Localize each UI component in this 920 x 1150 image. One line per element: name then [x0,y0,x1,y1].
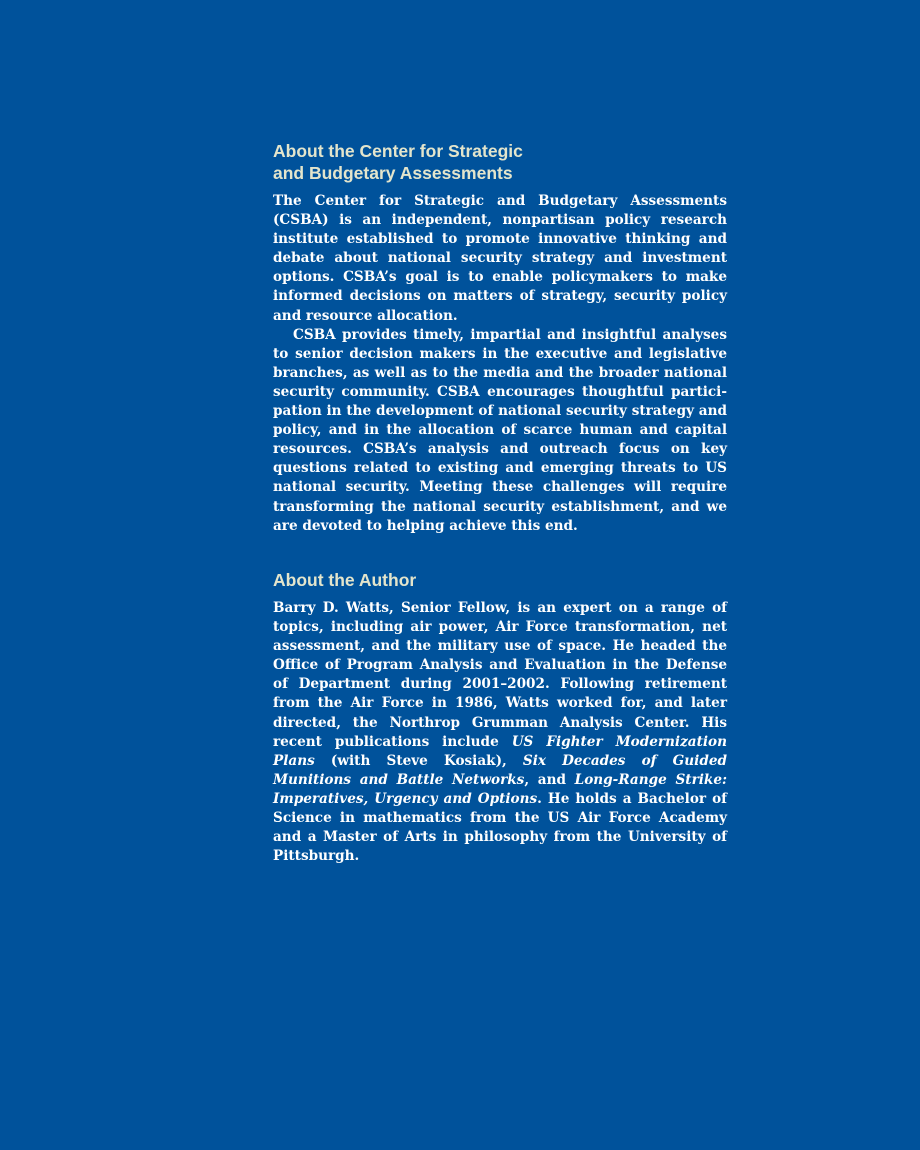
publication-title-2: Six Decades of Guided Munitions and Battle Networks [273,752,727,788]
about-csba-paragraph-1: The Center for Strategic and Budgetary Assessments (CSBA) is an independent, nonpartisan policy research institute established to promote innovative thinking and debate about national security strategy and investment options. CSBA’s goal is to enable policymakers to make informed decisions on matters of strategy, security policy and resource allocation. [273,193,727,324]
publication-title-3: Long-Range Strike: Imperatives, Urgency and Options [273,771,727,807]
author-bio-outro: . He holds a Bachelor of Science in mathematics from the US Air Force Academy and a Master of Arts in philosophy from the University of Pittsburgh. [273,790,727,865]
about-csba-paragraph-2: CSBA provides timely, impartial and insightful analyses to senior decision makers in the executive and legislative branches, as well as to the media and the broader national security community. CSBA encourages thoughtful participation in the development of national security strategy and policy, and in the allocation of scarce human and capital resources. CSBA’s analysis and outreach focus on key questions related to existing and emerging threats to US national security. Meeting these challenges will require transforming the national security establishment, and we are devoted to helping achieve this end. [273,326,727,534]
author-bio-between-1: (with Steve Kosiak), [314,752,523,769]
publication-title-1: US Fighter Modernization Plans [273,733,727,769]
about-author-heading: About the Author [273,570,417,590]
about-csba-heading [273,140,727,184]
about-csba-heading-line2: and Budgetary Assessments [273,163,513,183]
about-csba-heading-line1: About the Center for Strategic [273,141,523,161]
author-bio-paragraph [273,599,727,866]
author-bio-between-2: , and [524,771,575,788]
author-bio-intro: Barry D. Watts, Senior Fellow, is an expert on a range of topics, including air power, Air Force transformation, net assessment, and the military use of space. He headed the Office of Program Analysis and Evaluation in the Defense of Department during 2001–2002. Following retirement from the Air Force in 1986, Watts worked for, and later directed, the Northrop Grumman Analysis Center. His recent publications include [273,600,727,750]
about-author-section [273,569,727,866]
about-csba-section [273,140,727,536]
